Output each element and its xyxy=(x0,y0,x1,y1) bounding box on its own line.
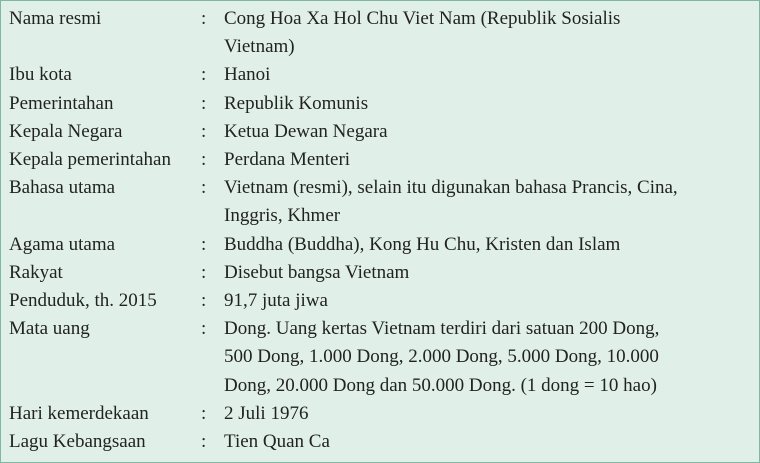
row-colon: : xyxy=(201,431,207,453)
row-value xyxy=(224,287,751,315)
row-label: Hari kemerdekaan xyxy=(9,402,149,424)
info-row-head-of-government xyxy=(9,146,751,174)
value-line: 2 Juli 1976 xyxy=(224,402,309,424)
value-line: Tien Quan Ca xyxy=(224,431,330,453)
value-line: Vietnam (resmi), selain itu digunakan bahasa Prancis, Cina, xyxy=(224,177,678,199)
row-value xyxy=(224,146,751,174)
value-line: Disebut bangsa Vietnam xyxy=(224,261,410,283)
info-row-head-of-state xyxy=(9,118,751,146)
row-value xyxy=(224,61,751,89)
row-value xyxy=(224,174,751,230)
row-label: Rakyat xyxy=(9,261,63,283)
row-colon: : xyxy=(201,149,207,171)
value-line: Hanoi xyxy=(224,64,271,86)
row-value xyxy=(224,118,751,146)
value-line: Dong, 20.000 Dong dan 50.000 Dong. (1 dong = 10 hao) xyxy=(224,374,657,396)
value-line: 500 Dong, 1.000 Dong, 2.000 Dong, 5.000 Dong, 10.000 xyxy=(224,346,659,368)
row-colon: : xyxy=(201,64,207,86)
value-line: Perdana Menteri xyxy=(224,149,351,171)
row-value xyxy=(224,259,751,287)
row-colon: : xyxy=(201,261,207,283)
row-label: Penduduk, th. 2015 xyxy=(9,290,157,312)
country-info-table xyxy=(9,5,751,456)
row-label: Agama utama xyxy=(9,233,116,255)
row-label: Lagu Kebangsaan xyxy=(9,431,146,453)
row-label: Kepala Negara xyxy=(9,120,123,142)
info-row-government xyxy=(9,90,751,118)
info-row-official-name xyxy=(9,5,751,61)
value-line: 91,7 juta jiwa xyxy=(224,290,328,312)
info-row-capital xyxy=(9,61,751,89)
row-label: Ibu kota xyxy=(9,64,72,86)
info-row-currency xyxy=(9,315,751,400)
row-label: Nama resmi xyxy=(9,8,102,29)
row-value xyxy=(224,400,751,428)
row-label: Pemerintahan xyxy=(9,92,114,114)
info-row-population xyxy=(9,287,751,315)
value-line: Buddha (Buddha), Kong Hu Chu, Kristen dan Islam xyxy=(224,233,621,255)
value-line: Ketua Dewan Negara xyxy=(224,120,388,142)
info-row-independence-day xyxy=(9,400,751,428)
row-colon: : xyxy=(201,233,207,255)
value-line: Inggris, Khmer xyxy=(224,205,341,227)
info-row-languages xyxy=(9,174,751,230)
row-label: Bahasa utama xyxy=(9,177,116,199)
info-row-national-anthem xyxy=(9,428,751,456)
row-value xyxy=(224,5,751,61)
row-colon: : xyxy=(201,318,207,340)
row-colon: : xyxy=(201,402,207,424)
row-colon: : xyxy=(201,120,207,142)
row-colon: : xyxy=(201,290,207,312)
info-row-religions xyxy=(9,231,751,259)
value-line: Vietnam) xyxy=(224,36,295,58)
row-colon: : xyxy=(201,92,207,114)
info-row-people xyxy=(9,259,751,287)
value-line: Cong Hoa Xa Hol Chu Viet Nam (Republik Sosialis xyxy=(224,8,621,29)
row-value xyxy=(224,90,751,118)
row-value xyxy=(224,315,751,400)
value-line: Republik Komunis xyxy=(224,92,369,114)
row-value xyxy=(224,428,751,456)
row-value xyxy=(224,231,751,259)
row-colon: : xyxy=(201,177,207,199)
value-line: Dong. Uang kertas Vietnam terdiri dari satuan 200 Dong, xyxy=(224,318,660,340)
row-label: Kepala pemerintahan xyxy=(9,149,171,171)
row-label: Mata uang xyxy=(9,318,90,340)
row-colon: : xyxy=(201,8,207,29)
